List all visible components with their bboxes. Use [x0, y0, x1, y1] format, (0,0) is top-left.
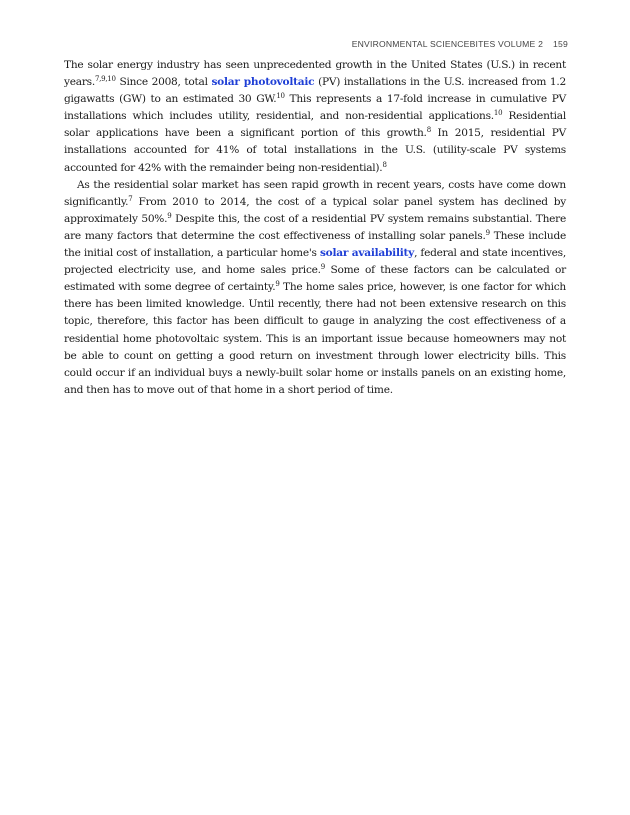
- citation: 8: [426, 126, 431, 135]
- text-run: Since 2008, total: [115, 76, 212, 89]
- citation: 9: [167, 211, 172, 220]
- text-run: , federal and state incentives, projected electricity use, and home sales price.: [64, 247, 566, 277]
- text-run: The solar energy industry has seen unprecedented growth in the United States (U.S.) in recent years.: [64, 59, 566, 89]
- text-run: From 2010 to 2014, the cost of a typical solar panel system has declined by approximately 50%.: [64, 195, 566, 225]
- solar-photovoltaic-link[interactable]: solar photovoltaic: [211, 76, 315, 89]
- citation: 9: [485, 228, 490, 237]
- text-run: In 2015, residential PV installations accounted for 41% of total installations in the U.S. (utility-scale PV systems accounted for 42% with the remainder being non-residential).: [64, 127, 566, 174]
- citation: 9: [320, 263, 325, 272]
- citation: 7: [128, 194, 133, 203]
- citation: 8: [382, 160, 387, 169]
- running-header: [352, 39, 568, 49]
- text-run: Despite this, the cost of a residential PV system remains substantial. There are many factors that determine the cost effectiveness of installing solar panels.: [64, 212, 566, 242]
- text-run: This represents a 17-fold increase in cumulative PV installations which includes utility, residential, and non-residential applications.: [64, 93, 566, 123]
- text-run: (PV) installations in the U.S. increased from 1.2 gigawatts (GW) to an estimated 30 GW.: [64, 76, 566, 106]
- body-text: [64, 57, 566, 399]
- text-run: Residential solar applications have been a significant portion of this growth.: [64, 110, 566, 140]
- page-number: 159: [553, 39, 568, 49]
- text-run: The home sales price, however, is one factor for which there has been limited knowledge. Until recently, there had not been extensive research on this topic, therefore, this factor has been difficult to gauge in analyzing the cost effectiveness of a residential home photovoltaic system. This is an important issue because homeowners may not be able to count on getting a good return on investment through lower electricity bills. This could occur if an individual buys a newly-built solar home or installs panels on an existing home, and then has to move out of that home in a short period of time.: [64, 281, 566, 396]
- paragraph-1: [64, 57, 566, 177]
- running-header-title: ENVIRONMENTAL SCIENCEBITES VOLUME 2: [351, 39, 544, 49]
- paragraph-2: [64, 177, 566, 399]
- citation: 7,9,10: [94, 75, 116, 84]
- citation: 9: [275, 280, 280, 289]
- text-run: As the residential solar market has seen rapid growth in recent years, costs have come down significantly.: [64, 178, 566, 208]
- citation: 10: [493, 109, 503, 118]
- citation: 10: [276, 92, 285, 101]
- text-run: Some of these factors can be calculated or estimated with some degree of certainty.: [64, 264, 566, 294]
- text-run: These include the initial cost of installation, a particular home's: [64, 229, 566, 260]
- solar-availability-link[interactable]: solar availability: [319, 247, 415, 260]
